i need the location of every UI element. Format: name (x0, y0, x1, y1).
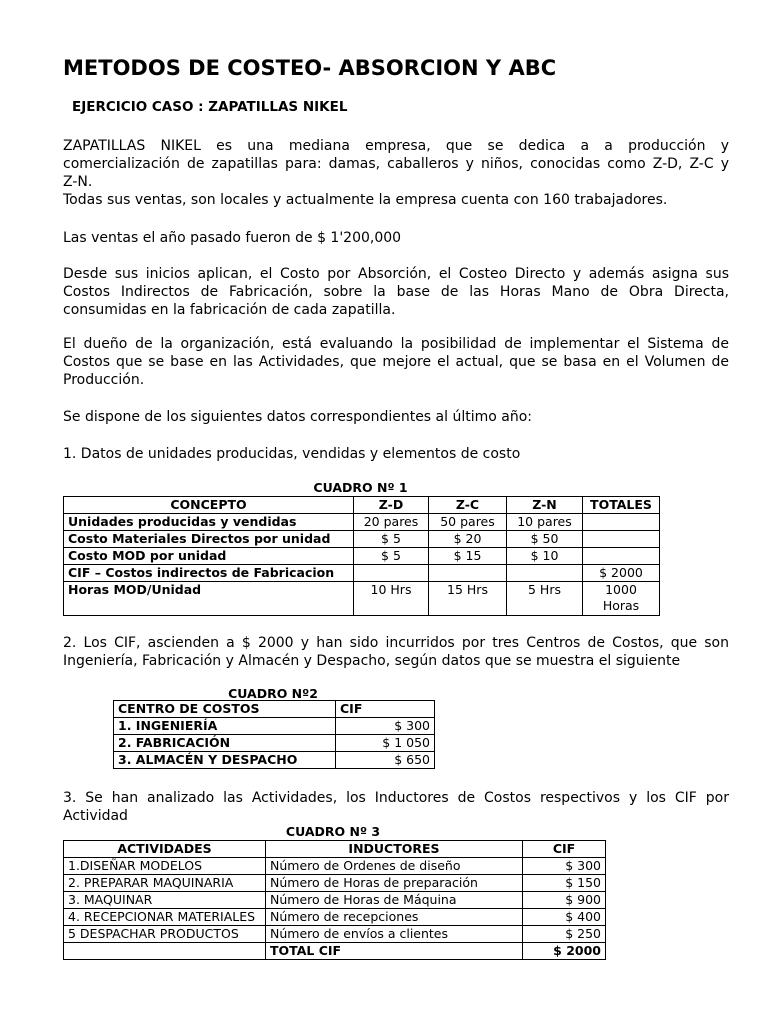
cell: $ 2000 (583, 565, 660, 582)
intro-line-2: comercialización de zapatillas para: damas, caballeros y niños, conocidas como Z-D, Z-C y (63, 156, 729, 172)
cell (507, 565, 583, 582)
cuadro-1-table (63, 496, 660, 616)
total-value: $ 2000 (523, 943, 606, 960)
cell: $ 5 (354, 548, 429, 565)
row-label: Horas MOD/Unidad (64, 582, 354, 616)
table-row (64, 514, 660, 531)
cell: Número de Horas de Máquina (266, 892, 523, 909)
table-row (64, 909, 606, 926)
empty-cell (64, 943, 266, 960)
row-label: Unidades producidas y vendidas (64, 514, 354, 531)
table-row (64, 926, 606, 943)
row-label: 1.DISEÑAR MODELOS (64, 858, 266, 875)
row-label: Costo MOD por unidad (64, 548, 354, 565)
table-row (64, 531, 660, 548)
item-2-paragraph: 2. Los CIF, ascienden a $ 2000 y han sido incurridos por tres Centros de Costos, que son Ingeniería, Fabricación y Almacén y Despacho, según datos que se muestra el siguiente (63, 635, 729, 669)
total-row (64, 943, 606, 960)
cell: 1000 Horas (583, 582, 660, 616)
table-row (64, 582, 660, 616)
cell: 20 pares (354, 514, 429, 531)
cell: $ 5 (354, 531, 429, 548)
cell: 5 Hrs (507, 582, 583, 616)
header-inductores: INDUCTORES (266, 841, 523, 858)
header-totales: TOTALES (583, 497, 660, 514)
cuadro-1-caption: CUADRO Nº 1 (313, 480, 408, 495)
table-row (64, 892, 606, 909)
costing-paragraph: Desde sus inicios aplican, el Costo por Absorción, el Costeo Directo y además asigna sus Costos Indirectos de Fabricación, sobre la base de las Horas Mano de Obra Directa, consumidas en la fabricación de cada zapatilla. (63, 266, 729, 318)
header-actividades: ACTIVIDADES (64, 841, 266, 858)
row-label: 5 DESPACHAR PRODUCTOS (64, 926, 266, 943)
cell: $ 300 (523, 858, 606, 875)
row-label: 3. ALMACÉN Y DESPACHO (114, 752, 336, 769)
exercise-subtitle: EJERCICIO CASO : ZAPATILLAS NIKEL (72, 99, 348, 115)
cuadro-3-caption: CUADRO Nº 3 (285, 824, 381, 839)
cell: 10 Hrs (354, 582, 429, 616)
cuadro-3-header-row (64, 841, 606, 858)
cell: $ 1 050 (336, 735, 435, 752)
cell: Número de Horas de preparación (266, 875, 523, 892)
item-1-paragraph: 1. Datos de unidades producidas, vendidas y elementos de costo (63, 446, 521, 462)
table-row (64, 548, 660, 565)
cell: $ 20 (429, 531, 507, 548)
cuadro-2-table (113, 700, 435, 769)
cell: Número de Ordenes de diseño (266, 858, 523, 875)
row-label: 2. PREPARAR MAQUINARIA (64, 875, 266, 892)
item-3-paragraph: 3. Se han analizado las Actividades, los Inductores de Costos respectivos y los CIF por Actividad (63, 790, 729, 824)
row-label: 4. RECEPCIONAR MATERIALES (64, 909, 266, 926)
intro-line-1: ZAPATILLAS NIKEL es una mediana empresa, que se dedica a a producción y (63, 138, 729, 154)
cell: $ 900 (523, 892, 606, 909)
cuadro-3-table (63, 840, 606, 960)
row-label: CIF – Costos indirectos de Fabricacion (64, 565, 354, 582)
cell: Número de envíos a clientes (266, 926, 523, 943)
cuadro-1-header-row (64, 497, 660, 514)
header-cif: CIF (523, 841, 606, 858)
row-label: 1. INGENIERÍA (114, 718, 336, 735)
owner-paragraph: El dueño de la organización, está evaluando la posibilidad de implementar el Sistema de Costos que se base en las Actividades, que mejore el actual, que se basa en el Volumen de Producción. (63, 336, 729, 388)
row-label: 3. MAQUINAR (64, 892, 266, 909)
cuadro-2-header-row (114, 701, 435, 718)
cell (354, 565, 429, 582)
document-title: METODOS DE COSTEO- ABSORCION Y ABC (63, 56, 557, 80)
cell: 15 Hrs (429, 582, 507, 616)
data-intro-paragraph: Se dispone de los siguientes datos correspondientes al último año: (63, 409, 532, 425)
header-centro-de-costos: CENTRO DE COSTOS (114, 701, 336, 718)
cell: Número de recepciones (266, 909, 523, 926)
cell (429, 565, 507, 582)
table-row (114, 718, 435, 735)
total-label: TOTAL CIF (266, 943, 523, 960)
table-row (64, 875, 606, 892)
table-row (114, 752, 435, 769)
header-z-n: Z-N (507, 497, 583, 514)
cell: $ 10 (507, 548, 583, 565)
cell: $ 150 (523, 875, 606, 892)
header-concepto: CONCEPTO (64, 497, 354, 514)
cell: $ 250 (523, 926, 606, 943)
intro-line-4: Todas sus ventas, son locales y actualmente la empresa cuenta con 160 trabajadores. (63, 192, 668, 208)
cell: $ 650 (336, 752, 435, 769)
cell (583, 548, 660, 565)
cell: $ 300 (336, 718, 435, 735)
cell: $ 400 (523, 909, 606, 926)
table-row (64, 858, 606, 875)
row-label: Costo Materiales Directos por unidad (64, 531, 354, 548)
table-row (114, 735, 435, 752)
cell: 10 pares (507, 514, 583, 531)
intro-line-3: Z-N. (63, 174, 93, 190)
cuadro-2-caption: CUADRO Nº2 (228, 686, 318, 701)
cell (583, 531, 660, 548)
cell: $ 50 (507, 531, 583, 548)
intro-paragraph (63, 137, 729, 209)
sales-paragraph: Las ventas el año pasado fueron de $ 1'200,000 (63, 230, 402, 246)
header-z-d: Z-D (354, 497, 429, 514)
cell: $ 15 (429, 548, 507, 565)
header-cif: CIF (336, 701, 435, 718)
table-row (64, 565, 660, 582)
cell (583, 514, 660, 531)
cell: 50 pares (429, 514, 507, 531)
header-z-c: Z-C (429, 497, 507, 514)
row-label: 2. FABRICACIÓN (114, 735, 336, 752)
